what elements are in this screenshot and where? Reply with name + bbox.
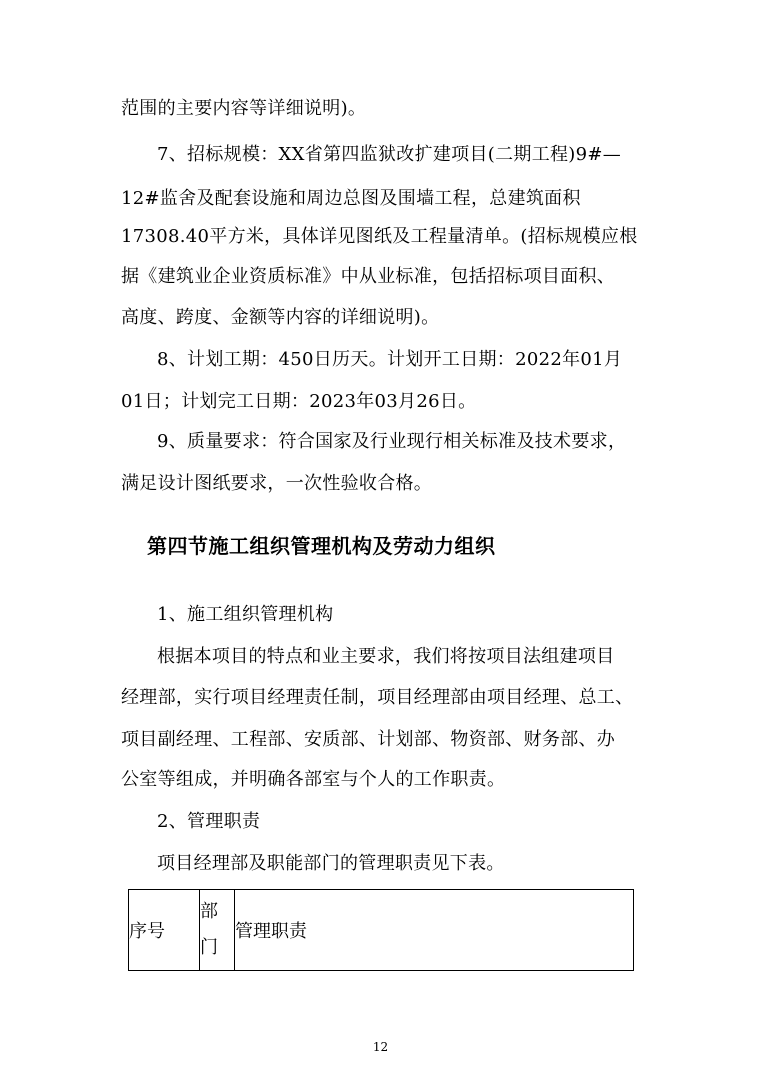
paragraph-line: 高度、跨度、金额等内容的详细说明)。: [121, 307, 440, 328]
subsection-title: 2、管理职责: [157, 811, 261, 832]
paragraph-line: 经理部，实行项目经理责任制，项目经理部由项目经理、总工、: [121, 687, 634, 708]
paragraph-line: 满足设计图纸要求，一次性验收合格。: [121, 473, 433, 494]
table-header-row: [129, 890, 634, 971]
paragraph-line: 17308.40平方米，具体详见图纸及工程量清单。(招标规模应根: [121, 226, 638, 247]
paragraph-line: 项目经理部及职能部门的管理职责见下表。: [157, 853, 505, 874]
subsection-title: 1、施工组织管理机构: [157, 604, 334, 625]
table-header-duty: 管理职责: [235, 890, 634, 971]
paragraph-line: 7、招标规模：XX省第四监狱改扩建项目(二期工程)9#—: [157, 144, 622, 165]
paragraph-line: 根据本项目的特点和业主要求，我们将按项目法组建项目: [157, 646, 615, 667]
paragraph-line: 公室等组成，并明确各部室与个人的工作职责。: [121, 769, 506, 790]
paragraph-line: 范围的主要内容等详细说明)。: [121, 98, 367, 119]
paragraph-line: 9、质量要求：符合国家及行业现行相关标准及技术要求，: [157, 431, 627, 452]
paragraph-line: 据《建筑业企业资质标准》中从业标准，包括招标项目面积、: [121, 266, 616, 287]
table-header-seq: 序号: [129, 890, 200, 971]
section-heading: 第四节施工组织管理机构及劳动力组织: [147, 534, 496, 558]
table-header-dept-char: 门: [200, 937, 218, 958]
management-duty-table: [128, 889, 634, 971]
paragraph-line: 项目副经理、工程部、安质部、计划部、物资部、财务部、办: [121, 729, 616, 750]
page-number: 12: [372, 1040, 389, 1054]
paragraph-line: 8、计划工期：450日历天。计划开工日期：2022年01月: [157, 349, 623, 370]
table-header-dept: [200, 890, 235, 971]
table-header-dept-char: 部: [200, 901, 218, 922]
paragraph-line: 12#监舍及配套设施和周边总图及围墙工程，总建筑面积: [121, 188, 581, 209]
paragraph-line: 01日；计划完工日期：2023年03月26日。: [121, 391, 477, 412]
